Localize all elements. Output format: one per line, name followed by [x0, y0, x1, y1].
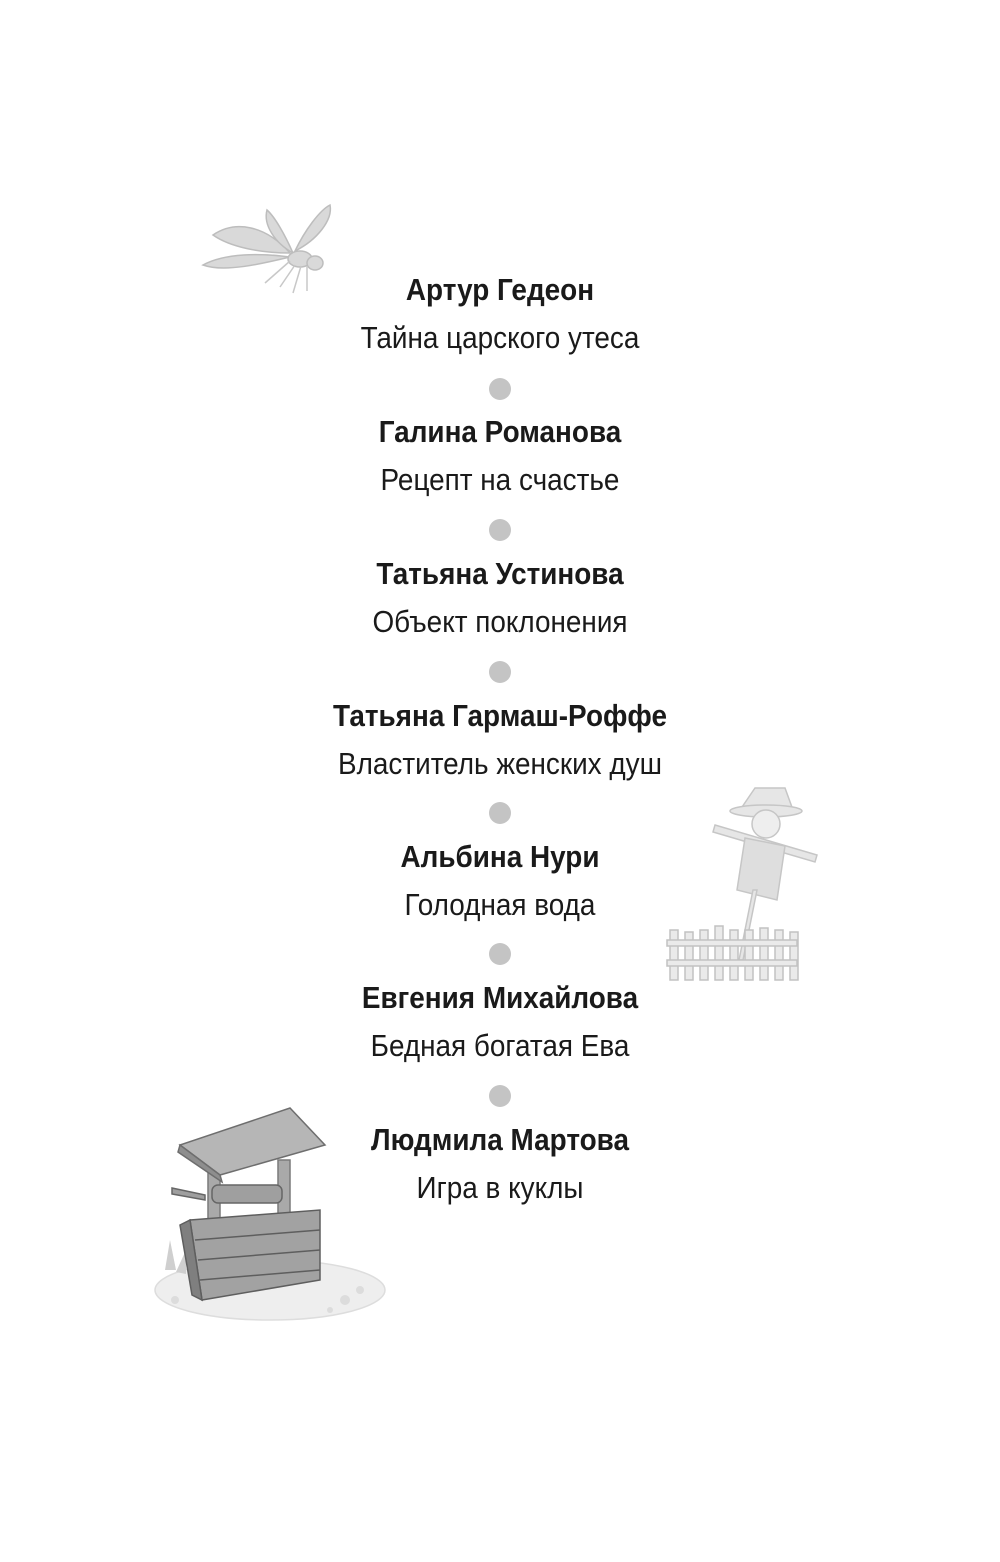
scarecrow-icon: [665, 780, 865, 985]
entry-title: Тайна царского утеса: [360, 320, 640, 355]
entry-title: Голодная вода: [404, 887, 596, 922]
entry-title: Игра в куклы: [416, 1170, 584, 1205]
entry-author: Татьяна Гармаш-Роффе: [333, 698, 667, 733]
separator-bullet: [489, 943, 511, 965]
separator-bullet: [489, 802, 511, 824]
entry-author: Галина Романова: [378, 414, 622, 449]
entry-title: Объект поклонения: [372, 604, 628, 639]
separator-bullet: [489, 378, 511, 400]
entry-title: Властитель женских душ: [338, 746, 662, 781]
separator-bullet: [489, 661, 511, 683]
entry-title: Рецепт на счастье: [380, 462, 620, 497]
separator-bullet: [489, 1085, 511, 1107]
entry-author: Артур Гедеон: [405, 272, 595, 307]
entry-title: Бедная богатая Ева: [370, 1028, 630, 1063]
entry-author: Альбина Нури: [400, 839, 600, 874]
entry-author: Татьяна Устинова: [376, 556, 624, 591]
entry-author: Евгения Михайлова: [361, 980, 639, 1015]
entry-author: Людмила Мартова: [371, 1122, 629, 1157]
separator-bullet: [489, 519, 511, 541]
